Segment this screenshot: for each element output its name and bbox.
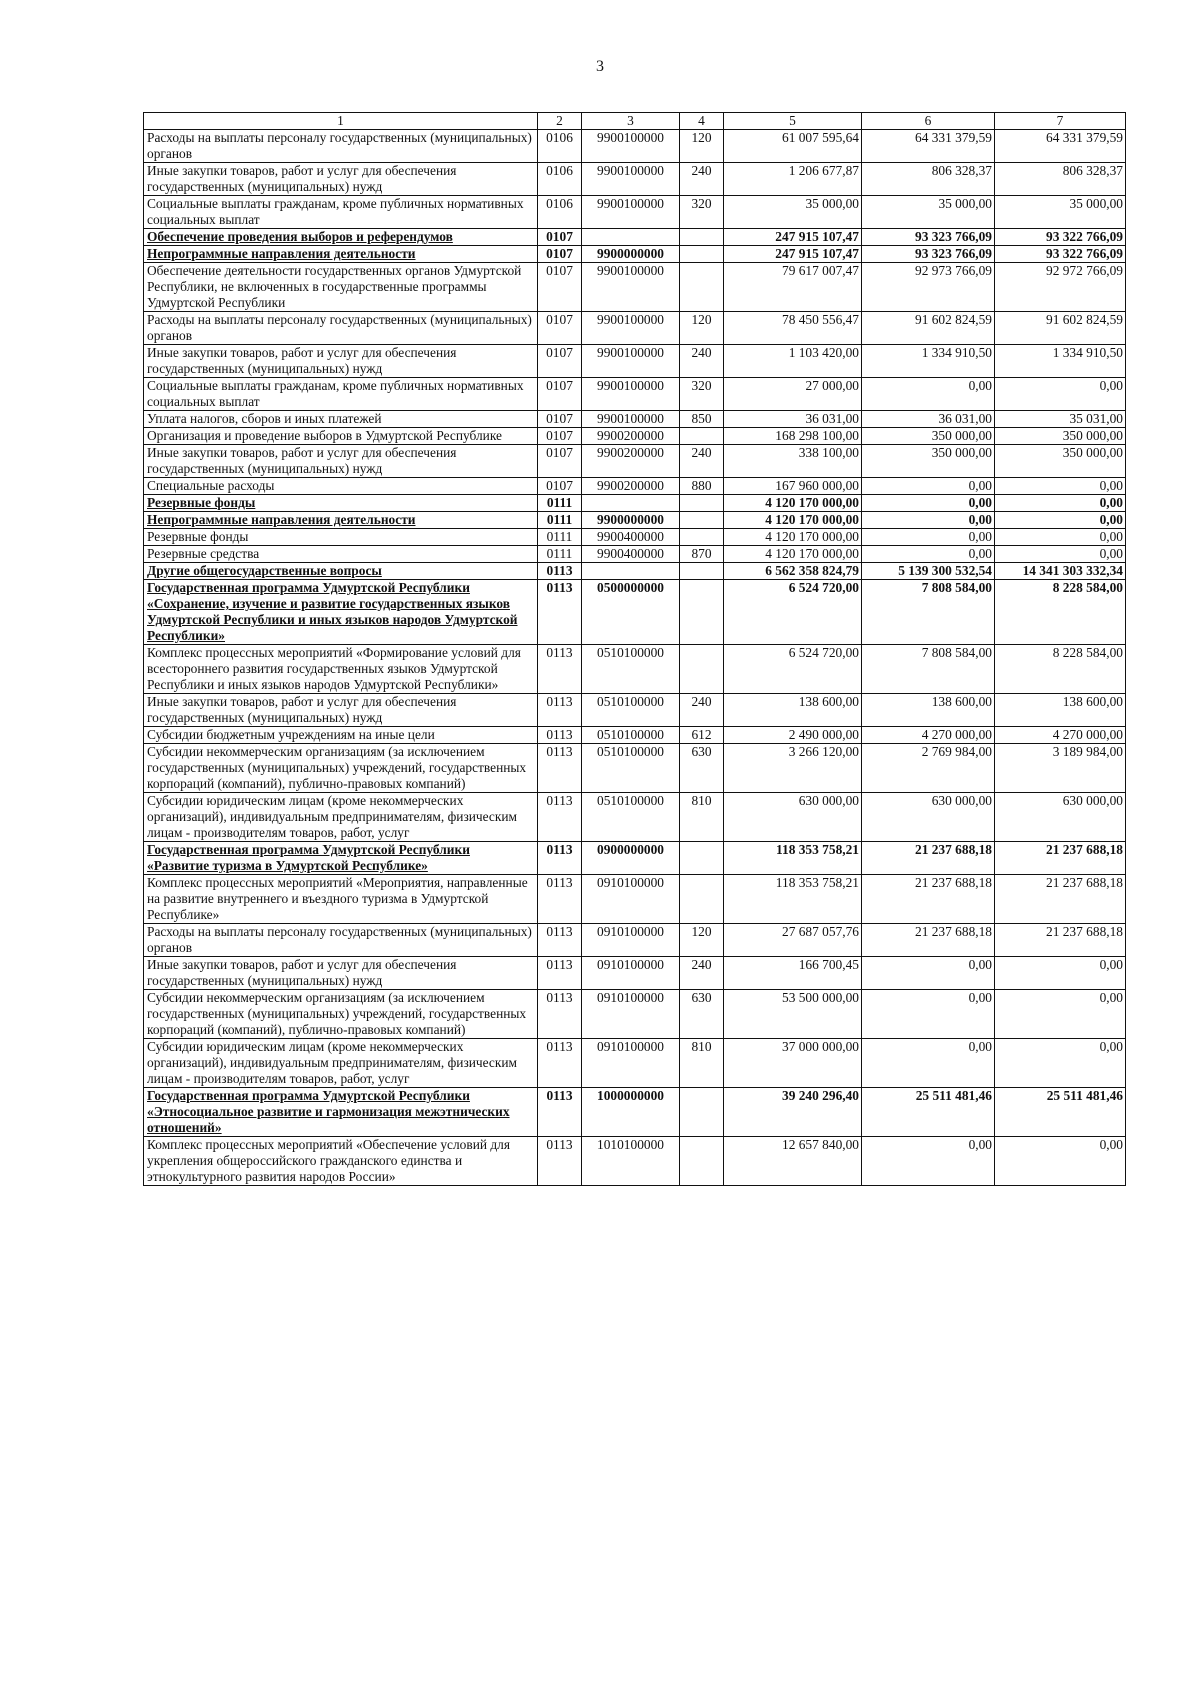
section-code: 0111 xyxy=(538,512,582,529)
amount-col6: 350 000,00 xyxy=(862,445,995,478)
target-article-code: 9900100000 xyxy=(582,312,680,345)
column-number: 1 xyxy=(144,113,538,130)
target-article-code: 0910100000 xyxy=(582,924,680,957)
section-code: 0107 xyxy=(538,478,582,495)
table-row xyxy=(144,842,1126,875)
expense-type-code xyxy=(680,263,724,312)
table-row xyxy=(144,957,1126,990)
amount-col5: 79 617 007,47 xyxy=(724,263,862,312)
amount-col6: 0,00 xyxy=(862,1137,995,1186)
target-article-code: 9900200000 xyxy=(582,428,680,445)
amount-col7: 0,00 xyxy=(995,1137,1126,1186)
row-name: Резервные средства xyxy=(144,546,538,563)
amount-col7: 350 000,00 xyxy=(995,428,1126,445)
page-number: 3 xyxy=(596,58,604,75)
section-code: 0107 xyxy=(538,428,582,445)
amount-col5: 35 000,00 xyxy=(724,196,862,229)
table-row xyxy=(144,163,1126,196)
expense-type-code: 240 xyxy=(680,445,724,478)
amount-col7: 0,00 xyxy=(995,1039,1126,1088)
section-code: 0107 xyxy=(538,263,582,312)
section-code: 0107 xyxy=(538,411,582,428)
table-row xyxy=(144,411,1126,428)
target-article-code: 0510100000 xyxy=(582,694,680,727)
amount-col6: 0,00 xyxy=(862,512,995,529)
amount-col7: 0,00 xyxy=(995,378,1126,411)
row-name: Непрограммные направления деятельности xyxy=(144,246,538,263)
amount-col7: 93 322 766,09 xyxy=(995,229,1126,246)
expense-type-code xyxy=(680,875,724,924)
column-number: 4 xyxy=(680,113,724,130)
amount-col6: 36 031,00 xyxy=(862,411,995,428)
row-name: Социальные выплаты гражданам, кроме публичных нормативных социальных выплат xyxy=(144,378,538,411)
amount-col6: 21 237 688,18 xyxy=(862,842,995,875)
expense-type-code: 612 xyxy=(680,727,724,744)
expense-type-code: 850 xyxy=(680,411,724,428)
table-row xyxy=(144,1039,1126,1088)
amount-col5: 118 353 758,21 xyxy=(724,875,862,924)
expense-type-code xyxy=(680,580,724,645)
amount-col7: 14 341 303 332,34 xyxy=(995,563,1126,580)
target-article-code: 1010100000 xyxy=(582,1137,680,1186)
amount-col7: 35 031,00 xyxy=(995,411,1126,428)
row-name: Субсидии юридическим лицам (кроме некоммерческих организаций), индивидуальным предпринимателям, физическим лицам - производителям товаров, работ, услуг xyxy=(144,1039,538,1088)
expense-type-code: 240 xyxy=(680,345,724,378)
amount-col6: 21 237 688,18 xyxy=(862,875,995,924)
column-number: 6 xyxy=(862,113,995,130)
section-code: 0107 xyxy=(538,229,582,246)
table-row xyxy=(144,512,1126,529)
amount-col7: 21 237 688,18 xyxy=(995,842,1126,875)
amount-col6: 7 808 584,00 xyxy=(862,580,995,645)
section-code: 0106 xyxy=(538,196,582,229)
amount-col7: 92 972 766,09 xyxy=(995,263,1126,312)
amount-col5: 168 298 100,00 xyxy=(724,428,862,445)
amount-col7: 8 228 584,00 xyxy=(995,645,1126,694)
table-row xyxy=(144,924,1126,957)
expense-type-code: 870 xyxy=(680,546,724,563)
amount-col7: 350 000,00 xyxy=(995,445,1126,478)
amount-col6: 0,00 xyxy=(862,378,995,411)
row-name: Иные закупки товаров, работ и услуг для обеспечения государственных (муниципальных) нужд xyxy=(144,957,538,990)
amount-col7: 138 600,00 xyxy=(995,694,1126,727)
row-name: Субсидии некоммерческим организациям (за исключением государственных (муниципальных) учреждений, государственных корпораций (компаний), публично-правовых компаний) xyxy=(144,744,538,793)
table-row xyxy=(144,875,1126,924)
table-row xyxy=(144,727,1126,744)
row-name: Резервные фонды xyxy=(144,529,538,546)
amount-col5: 61 007 595,64 xyxy=(724,130,862,163)
row-name: Резервные фонды xyxy=(144,495,538,512)
target-article-code: 9900100000 xyxy=(582,130,680,163)
section-code: 0107 xyxy=(538,378,582,411)
target-article-code: 9900000000 xyxy=(582,512,680,529)
section-code: 0113 xyxy=(538,875,582,924)
column-number: 7 xyxy=(995,113,1126,130)
amount-col7: 4 270 000,00 xyxy=(995,727,1126,744)
expense-type-code: 630 xyxy=(680,744,724,793)
amount-col7: 0,00 xyxy=(995,495,1126,512)
amount-col6: 0,00 xyxy=(862,990,995,1039)
amount-col5: 27 000,00 xyxy=(724,378,862,411)
amount-col6: 5 139 300 532,54 xyxy=(862,563,995,580)
table-row xyxy=(144,246,1126,263)
target-article-code: 0910100000 xyxy=(582,957,680,990)
expense-type-code: 240 xyxy=(680,957,724,990)
table-row xyxy=(144,1088,1126,1137)
amount-col5: 37 000 000,00 xyxy=(724,1039,862,1088)
amount-col6: 0,00 xyxy=(862,495,995,512)
amount-col6: 0,00 xyxy=(862,529,995,546)
section-code: 0107 xyxy=(538,445,582,478)
expense-type-code: 120 xyxy=(680,130,724,163)
amount-col5: 1 103 420,00 xyxy=(724,345,862,378)
target-article-code: 0510100000 xyxy=(582,727,680,744)
amount-col6: 35 000,00 xyxy=(862,196,995,229)
section-code: 0107 xyxy=(538,345,582,378)
expense-type-code xyxy=(680,512,724,529)
row-name: Субсидии юридическим лицам (кроме некоммерческих организаций), индивидуальным предпринимателям, физическим лицам - производителям товаров, работ, услуг xyxy=(144,793,538,842)
target-article-code: 0510100000 xyxy=(582,645,680,694)
amount-col6: 0,00 xyxy=(862,957,995,990)
expense-type-code xyxy=(680,229,724,246)
row-name: Непрограммные направления деятельности xyxy=(144,512,538,529)
row-name: Социальные выплаты гражданам, кроме публичных нормативных социальных выплат xyxy=(144,196,538,229)
target-article-code xyxy=(582,495,680,512)
expense-type-code: 240 xyxy=(680,163,724,196)
target-article-code: 0910100000 xyxy=(582,990,680,1039)
table-row xyxy=(144,580,1126,645)
amount-col6: 93 323 766,09 xyxy=(862,246,995,263)
table-row xyxy=(144,694,1126,727)
table-row xyxy=(144,229,1126,246)
section-code: 0111 xyxy=(538,495,582,512)
row-name: Государственная программа Удмуртской Республики «Этносоциальное развитие и гармонизация межэтнических отношений» xyxy=(144,1088,538,1137)
row-name: Субсидии некоммерческим организациям (за исключением государственных (муниципальных) учреждений, государственных корпораций (компаний), публично-правовых компаний) xyxy=(144,990,538,1039)
expense-type-code xyxy=(680,529,724,546)
amount-col5: 338 100,00 xyxy=(724,445,862,478)
expense-type-code: 880 xyxy=(680,478,724,495)
amount-col5: 27 687 057,76 xyxy=(724,924,862,957)
expense-type-code xyxy=(680,563,724,580)
section-code: 0106 xyxy=(538,163,582,196)
row-name: Расходы на выплаты персоналу государственных (муниципальных) органов xyxy=(144,924,538,957)
amount-col5: 6 562 358 824,79 xyxy=(724,563,862,580)
section-code: 0113 xyxy=(538,793,582,842)
amount-col6: 25 511 481,46 xyxy=(862,1088,995,1137)
amount-col7: 0,00 xyxy=(995,529,1126,546)
section-code: 0113 xyxy=(538,1137,582,1186)
table-row xyxy=(144,529,1126,546)
row-name: Государственная программа Удмуртской Республики «Развитие туризма в Удмуртской Республике» xyxy=(144,842,538,875)
amount-col5: 36 031,00 xyxy=(724,411,862,428)
amount-col5: 138 600,00 xyxy=(724,694,862,727)
section-code: 0113 xyxy=(538,957,582,990)
amount-col7: 0,00 xyxy=(995,512,1126,529)
amount-col6: 806 328,37 xyxy=(862,163,995,196)
amount-col6: 1 334 910,50 xyxy=(862,345,995,378)
target-article-code: 9900400000 xyxy=(582,546,680,563)
section-code: 0106 xyxy=(538,130,582,163)
budget-table xyxy=(143,112,1126,1186)
expense-type-code xyxy=(680,246,724,263)
amount-col5: 166 700,45 xyxy=(724,957,862,990)
amount-col6: 138 600,00 xyxy=(862,694,995,727)
section-code: 0113 xyxy=(538,563,582,580)
amount-col7: 25 511 481,46 xyxy=(995,1088,1126,1137)
row-name: Организация и проведение выборов в Удмуртской Республике xyxy=(144,428,538,445)
table-row xyxy=(144,263,1126,312)
amount-col5: 630 000,00 xyxy=(724,793,862,842)
amount-col5: 167 960 000,00 xyxy=(724,478,862,495)
expense-type-code: 810 xyxy=(680,1039,724,1088)
section-code: 0113 xyxy=(538,842,582,875)
amount-col5: 6 524 720,00 xyxy=(724,580,862,645)
table-row xyxy=(144,196,1126,229)
amount-col6: 7 808 584,00 xyxy=(862,645,995,694)
row-name: Комплекс процессных мероприятий «Мероприятия, направленные на развитие внутреннего и въездного туризма в Удмуртской Республике» xyxy=(144,875,538,924)
row-name: Обеспечение проведения выборов и референдумов xyxy=(144,229,538,246)
amount-col7: 21 237 688,18 xyxy=(995,875,1126,924)
row-name: Комплекс процессных мероприятий «Формирование условий для всестороннего развития государственных языков Удмуртской Республики и иных языков народов Удмуртской Республики» xyxy=(144,645,538,694)
amount-col7: 8 228 584,00 xyxy=(995,580,1126,645)
target-article-code: 9900100000 xyxy=(582,345,680,378)
amount-col7: 0,00 xyxy=(995,478,1126,495)
column-number: 2 xyxy=(538,113,582,130)
table-row xyxy=(144,312,1126,345)
section-code: 0111 xyxy=(538,546,582,563)
expense-type-code: 810 xyxy=(680,793,724,842)
amount-col5: 2 490 000,00 xyxy=(724,727,862,744)
row-name: Иные закупки товаров, работ и услуг для обеспечения государственных (муниципальных) нужд xyxy=(144,345,538,378)
amount-col6: 0,00 xyxy=(862,546,995,563)
table-row xyxy=(144,445,1126,478)
table-row xyxy=(144,990,1126,1039)
section-code: 0107 xyxy=(538,312,582,345)
amount-col5: 39 240 296,40 xyxy=(724,1088,862,1137)
amount-col5: 118 353 758,21 xyxy=(724,842,862,875)
section-code: 0107 xyxy=(538,246,582,263)
target-article-code: 9900200000 xyxy=(582,478,680,495)
amount-col5: 6 524 720,00 xyxy=(724,645,862,694)
row-name: Комплекс процессных мероприятий «Обеспечение условий для укрепления общероссийского гражданского единства и этнокультурного развития народов России» xyxy=(144,1137,538,1186)
column-number: 3 xyxy=(582,113,680,130)
target-article-code: 1000000000 xyxy=(582,1088,680,1137)
row-name: Иные закупки товаров, работ и услуг для обеспечения государственных (муниципальных) нужд xyxy=(144,694,538,727)
section-code: 0113 xyxy=(538,1039,582,1088)
amount-col6: 630 000,00 xyxy=(862,793,995,842)
column-number-header-row xyxy=(144,113,1126,130)
target-article-code: 9900100000 xyxy=(582,411,680,428)
section-code: 0113 xyxy=(538,580,582,645)
section-code: 0113 xyxy=(538,744,582,793)
amount-col6: 350 000,00 xyxy=(862,428,995,445)
row-name: Специальные расходы xyxy=(144,478,538,495)
table-row xyxy=(144,563,1126,580)
row-name: Расходы на выплаты персоналу государственных (муниципальных) органов xyxy=(144,312,538,345)
expense-type-code: 630 xyxy=(680,990,724,1039)
amount-col5: 247 915 107,47 xyxy=(724,246,862,263)
amount-col7: 630 000,00 xyxy=(995,793,1126,842)
target-article-code xyxy=(582,229,680,246)
expense-type-code xyxy=(680,645,724,694)
row-name: Расходы на выплаты персоналу государственных (муниципальных) органов xyxy=(144,130,538,163)
amount-col7: 806 328,37 xyxy=(995,163,1126,196)
amount-col7: 64 331 379,59 xyxy=(995,130,1126,163)
row-name: Иные закупки товаров, работ и услуг для обеспечения государственных (муниципальных) нужд xyxy=(144,163,538,196)
expense-type-code xyxy=(680,495,724,512)
row-name: Другие общегосударственные вопросы xyxy=(144,563,538,580)
target-article-code: 9900100000 xyxy=(582,263,680,312)
amount-col7: 3 189 984,00 xyxy=(995,744,1126,793)
amount-col7: 93 322 766,09 xyxy=(995,246,1126,263)
row-name: Государственная программа Удмуртской Республики «Сохранение, изучение и развитие государственных языков Удмуртской Республики и иных языков народов Удмуртской Республики» xyxy=(144,580,538,645)
target-article-code: 9900000000 xyxy=(582,246,680,263)
expense-type-code xyxy=(680,428,724,445)
amount-col5: 53 500 000,00 xyxy=(724,990,862,1039)
target-article-code: 0500000000 xyxy=(582,580,680,645)
amount-col7: 0,00 xyxy=(995,990,1126,1039)
amount-col5: 4 120 170 000,00 xyxy=(724,546,862,563)
table-row xyxy=(144,130,1126,163)
row-name: Субсидии бюджетным учреждениям на иные цели xyxy=(144,727,538,744)
amount-col7: 21 237 688,18 xyxy=(995,924,1126,957)
expense-type-code: 120 xyxy=(680,924,724,957)
table-row xyxy=(144,345,1126,378)
expense-type-code xyxy=(680,1088,724,1137)
target-article-code: 9900100000 xyxy=(582,163,680,196)
table-row xyxy=(144,645,1126,694)
column-number: 5 xyxy=(724,113,862,130)
amount-col5: 4 120 170 000,00 xyxy=(724,512,862,529)
section-code: 0113 xyxy=(538,924,582,957)
expense-type-code xyxy=(680,842,724,875)
amount-col6: 2 769 984,00 xyxy=(862,744,995,793)
section-code: 0113 xyxy=(538,990,582,1039)
amount-col5: 12 657 840,00 xyxy=(724,1137,862,1186)
target-article-code: 9900200000 xyxy=(582,445,680,478)
target-article-code: 9900400000 xyxy=(582,529,680,546)
amount-col7: 0,00 xyxy=(995,957,1126,990)
target-article-code xyxy=(582,563,680,580)
expense-type-code: 320 xyxy=(680,196,724,229)
section-code: 0113 xyxy=(538,645,582,694)
target-article-code: 0510100000 xyxy=(582,793,680,842)
amount-col5: 78 450 556,47 xyxy=(724,312,862,345)
amount-col6: 91 602 824,59 xyxy=(862,312,995,345)
expense-type-code: 320 xyxy=(680,378,724,411)
amount-col6: 92 973 766,09 xyxy=(862,263,995,312)
amount-col7: 0,00 xyxy=(995,546,1126,563)
expense-type-code: 120 xyxy=(680,312,724,345)
section-code: 0113 xyxy=(538,694,582,727)
amount-col6: 64 331 379,59 xyxy=(862,130,995,163)
amount-col6: 0,00 xyxy=(862,1039,995,1088)
amount-col5: 3 266 120,00 xyxy=(724,744,862,793)
table-row xyxy=(144,495,1126,512)
table-row xyxy=(144,546,1126,563)
amount-col7: 91 602 824,59 xyxy=(995,312,1126,345)
section-code: 0113 xyxy=(538,1088,582,1137)
table-row xyxy=(144,793,1126,842)
amount-col6: 4 270 000,00 xyxy=(862,727,995,744)
table-row xyxy=(144,428,1126,445)
table-row xyxy=(144,478,1126,495)
table-row xyxy=(144,744,1126,793)
row-name: Уплата налогов, сборов и иных платежей xyxy=(144,411,538,428)
expense-type-code xyxy=(680,1137,724,1186)
row-name: Иные закупки товаров, работ и услуг для обеспечения государственных (муниципальных) нужд xyxy=(144,445,538,478)
table-row xyxy=(144,1137,1126,1186)
target-article-code: 9900100000 xyxy=(582,196,680,229)
target-article-code: 0900000000 xyxy=(582,842,680,875)
amount-col6: 21 237 688,18 xyxy=(862,924,995,957)
amount-col6: 93 323 766,09 xyxy=(862,229,995,246)
target-article-code: 9900100000 xyxy=(582,378,680,411)
amount-col7: 1 334 910,50 xyxy=(995,345,1126,378)
amount-col5: 247 915 107,47 xyxy=(724,229,862,246)
target-article-code: 0510100000 xyxy=(582,744,680,793)
section-code: 0113 xyxy=(538,727,582,744)
target-article-code: 0910100000 xyxy=(582,875,680,924)
target-article-code: 0910100000 xyxy=(582,1039,680,1088)
table-row xyxy=(144,378,1126,411)
amount-col5: 1 206 677,87 xyxy=(724,163,862,196)
section-code: 0111 xyxy=(538,529,582,546)
amount-col5: 4 120 170 000,00 xyxy=(724,529,862,546)
amount-col5: 4 120 170 000,00 xyxy=(724,495,862,512)
amount-col7: 35 000,00 xyxy=(995,196,1126,229)
row-name: Обеспечение деятельности государственных органов Удмуртской Республики, не включенных в государственные программы Удмуртской Республики xyxy=(144,263,538,312)
amount-col6: 0,00 xyxy=(862,478,995,495)
expense-type-code: 240 xyxy=(680,694,724,727)
